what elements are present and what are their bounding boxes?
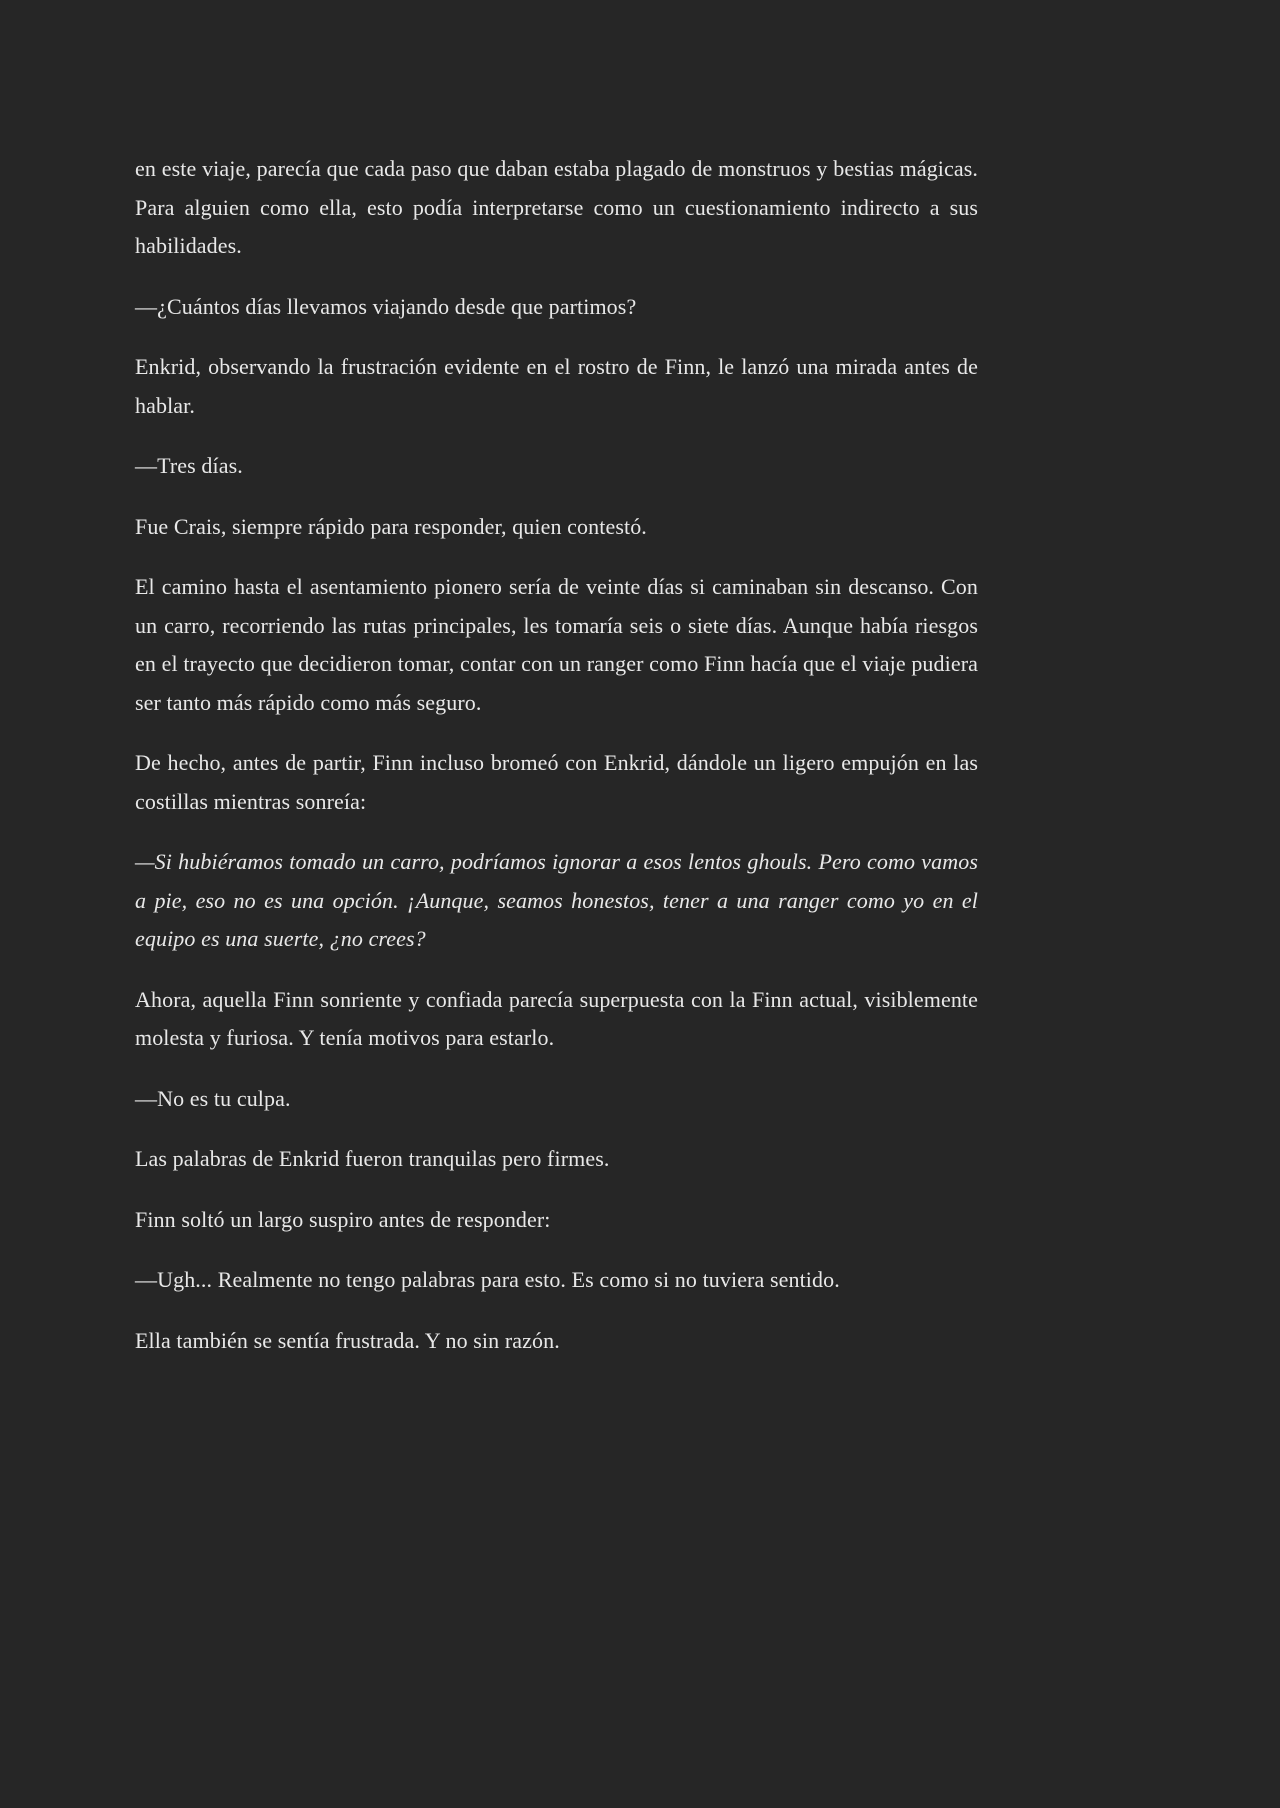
paragraph: Las palabras de Enkrid fueron tranquilas pero firmes. bbox=[135, 1146, 610, 1171]
dialogue-line: —No es tu culpa. bbox=[135, 1085, 291, 1111]
paragraph: Fue Crais, siempre rápido para responder, quien contestó. bbox=[135, 513, 647, 539]
paragraph: De hecho, antes de partir, Finn incluso bromeó con Enkrid, dándole un ligero empujón en las costillas mientras sonreía: bbox=[135, 750, 978, 814]
dialogue-line-italic: —Si hubiéramos tomado un carro, podríamos ignorar a esos lentos ghouls. Pero como vamos a pie, eso no es una opción. ¡Aunque, seamos honestos, tener a una ranger como yo en el equipo es una suerte, ¿no crees? bbox=[135, 849, 978, 951]
dialogue-line: —¿Cuántos días llevamos viajando desde que partimos? bbox=[135, 293, 637, 319]
paragraph: en este viaje, parecía que cada paso que daban estaba plagado de monstruos y bestias mágicas. Para alguien como ella, esto podía interpretarse como un cuestionamiento indirecto a sus habilidades. bbox=[135, 156, 978, 258]
dialogue-line: —Ugh... Realmente no tengo palabras para esto. Es como si no tuviera sentido. bbox=[135, 1267, 840, 1292]
paragraph: Finn soltó un largo suspiro antes de responder: bbox=[135, 1206, 551, 1232]
paragraph: Ahora, aquella Finn sonriente y confiada parecía superpuesta con la Finn actual, visiblemente molesta y furiosa. Y tenía motivos para estarlo. bbox=[135, 986, 978, 1050]
chapter-text-column bbox=[135, 150, 978, 1360]
dialogue-line: —Tres días. bbox=[135, 453, 243, 478]
paragraph: El camino hasta el asentamiento pionero sería de veinte días si caminaban sin descanso. Con un carro, recorriendo las rutas principales, les tomaría seis o siete días. Aunque había riesgos en el trayecto que decidieron tomar, contar con un ranger como Finn hacía que el viaje pudiera ser tanto más rápido como más seguro. bbox=[135, 574, 978, 715]
paragraph: Enkrid, observando la frustración evidente en el rostro de Finn, le lanzó una mirada antes de hablar. bbox=[135, 354, 978, 418]
paragraph: Ella también se sentía frustrada. Y no sin razón. bbox=[135, 1327, 560, 1353]
